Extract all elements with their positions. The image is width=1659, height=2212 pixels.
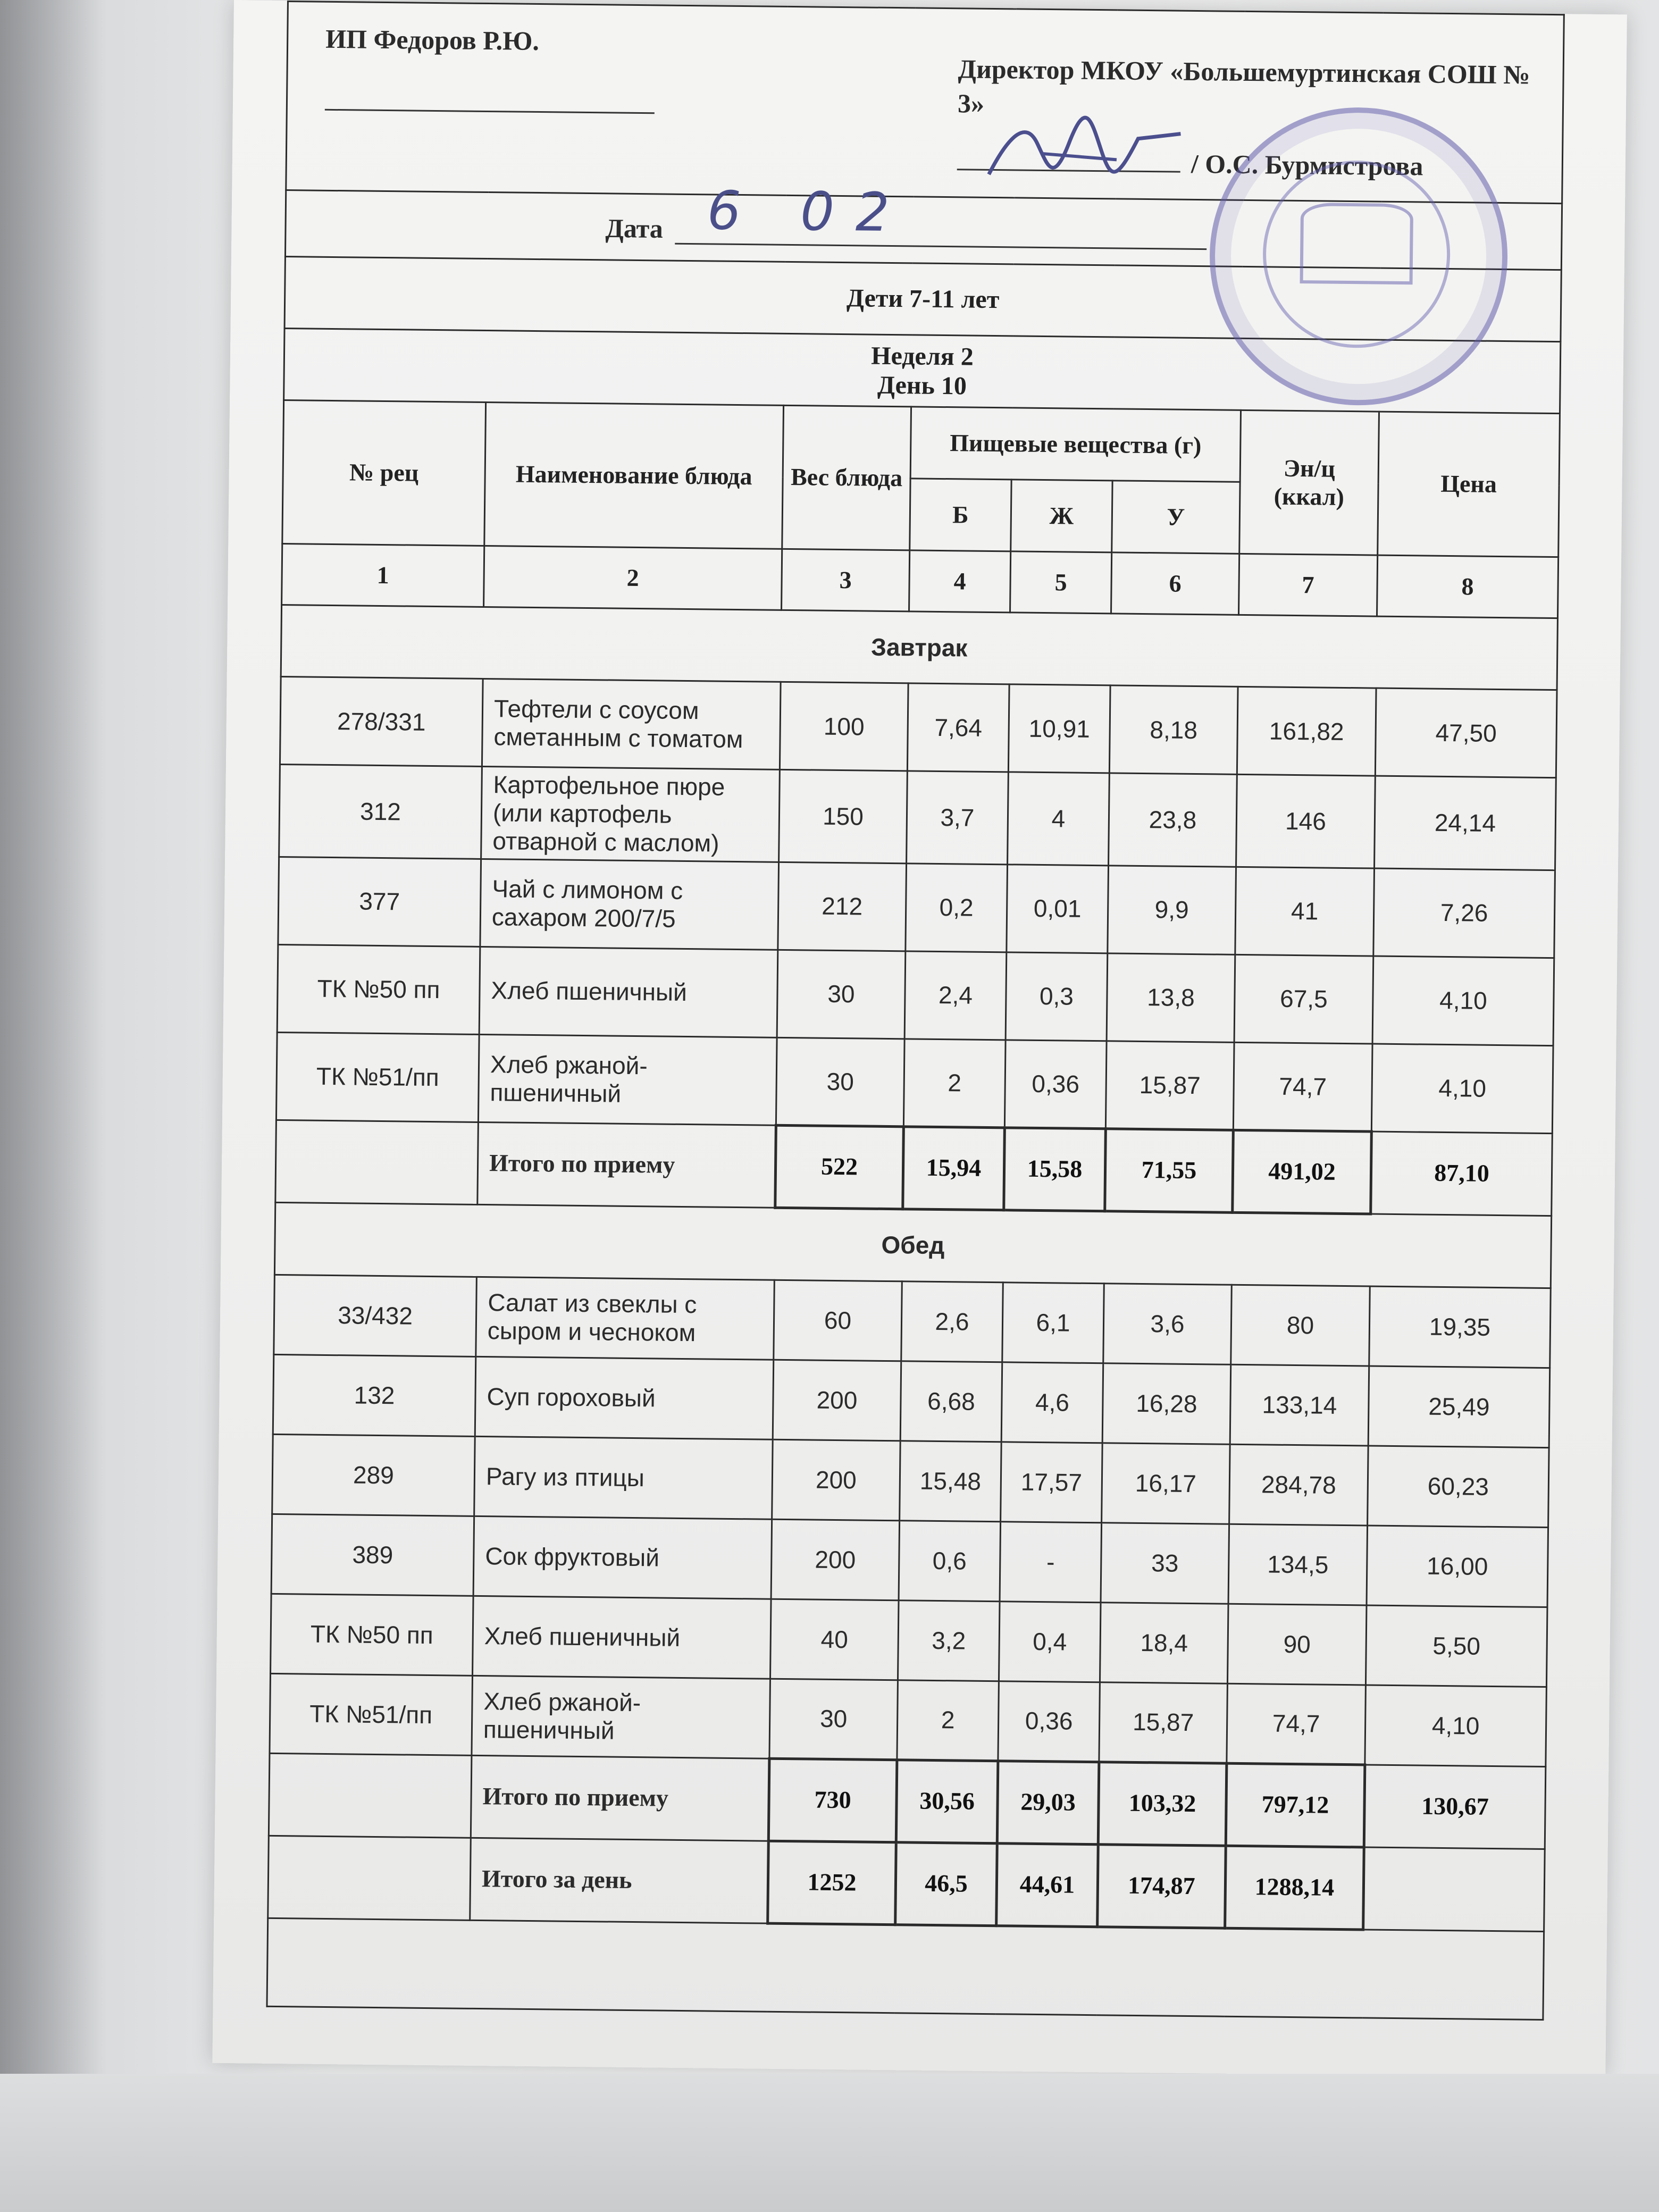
- date-field: [675, 179, 1207, 249]
- recipe-number: ТК №51/пп: [270, 1673, 473, 1755]
- recipe-number: 377: [278, 857, 481, 946]
- dish-weight: 200: [772, 1439, 901, 1521]
- energy-value: 74,7: [1227, 1683, 1366, 1765]
- protein-value: 0,6: [899, 1520, 1001, 1601]
- organization-signature-line: [325, 109, 655, 114]
- protein-value: 2,4: [904, 951, 1007, 1040]
- col-header-rec: № рец: [282, 400, 486, 546]
- col-header-carbs: У: [1112, 481, 1240, 554]
- energy-value: 161,82: [1237, 686, 1376, 776]
- dish-name: Хлеб ржаной-пшеничный: [472, 1675, 770, 1758]
- dish-weight: 100: [780, 682, 908, 771]
- dish-name: Хлеб пшеничный: [473, 1596, 772, 1679]
- background-surface: [0, 2074, 1659, 2212]
- fat-value: 17,57: [1001, 1442, 1103, 1522]
- fat-value: 4,6: [1001, 1362, 1103, 1443]
- protein-value: 0,2: [906, 864, 1008, 952]
- recipe-number: ТК №50 пп: [277, 944, 480, 1034]
- carbs-value: 16,17: [1102, 1443, 1230, 1524]
- column-number: 6: [1111, 552, 1239, 615]
- photo-edge-shadow: [0, 0, 106, 2074]
- fat-value: 10,91: [1008, 684, 1110, 773]
- day-label: День 10: [877, 371, 967, 400]
- total-zh: 44,61: [996, 1843, 1099, 1926]
- fat-value: 0,4: [999, 1601, 1101, 1682]
- price-value: 24,14: [1375, 776, 1556, 870]
- energy-value: 284,78: [1229, 1444, 1369, 1526]
- col-header-weight: Вес блюда: [782, 405, 911, 550]
- table-row: [271, 1594, 1547, 1687]
- dish-name: Рагу из птицы: [474, 1436, 773, 1519]
- total-weight: 1252: [768, 1841, 896, 1925]
- total-u: 103,32: [1098, 1762, 1227, 1846]
- dish-name: Хлеб пшеничный: [479, 946, 778, 1037]
- price-value: 47,50: [1375, 688, 1557, 778]
- carbs-value: 15,87: [1099, 1682, 1228, 1763]
- dish-weight: 40: [770, 1599, 899, 1680]
- carbs-value: 3,6: [1103, 1283, 1232, 1364]
- empty-cell: [268, 1836, 471, 1920]
- breakfast-section-title: Завтрак: [281, 605, 1557, 690]
- fat-value: 0,36: [998, 1681, 1100, 1762]
- price-value: 25,49: [1368, 1366, 1550, 1448]
- price-value: 19,35: [1369, 1286, 1551, 1368]
- protein-value: 2: [897, 1680, 999, 1761]
- dish-weight: 60: [774, 1280, 902, 1361]
- protein-value: 3,7: [907, 771, 1009, 865]
- total-b: 46,5: [895, 1842, 998, 1925]
- total-kcal: 1288,14: [1225, 1846, 1364, 1930]
- lunch-total-row: [269, 1753, 1545, 1849]
- carbs-value: 8,18: [1109, 685, 1238, 775]
- price-value: 16,00: [1367, 1526, 1548, 1607]
- total-zh: 15,58: [1004, 1127, 1106, 1211]
- dish-name: Сок фруктовый: [473, 1516, 772, 1599]
- table-row: [271, 1514, 1548, 1607]
- dish-name: Чай с лимоном с сахаром 200/7/5: [480, 859, 779, 950]
- total-zh: 29,03: [997, 1761, 1099, 1844]
- director-signature-line: [957, 169, 1180, 172]
- total-u: 71,55: [1105, 1128, 1234, 1212]
- energy-value: 90: [1227, 1604, 1367, 1685]
- total-weight: 522: [775, 1125, 904, 1209]
- total-label: Итого по приему: [471, 1755, 769, 1841]
- table-row: [278, 857, 1555, 958]
- dish-name: Тефтели с соусом сметанным с томатом: [482, 678, 781, 769]
- col-header-price: Цена: [1378, 412, 1560, 557]
- dish-weight: 212: [778, 862, 907, 951]
- protein-value: 2,6: [901, 1281, 1003, 1362]
- dish-name: Картофельное пюре (или картофель отварной с маслом): [481, 766, 780, 862]
- column-number: 1: [282, 544, 484, 607]
- price-value: 4,10: [1365, 1685, 1547, 1767]
- dish-weight: 30: [777, 950, 906, 1039]
- energy-value: 41: [1235, 867, 1375, 956]
- carbs-value: 33: [1101, 1522, 1229, 1604]
- total-price: 87,10: [1371, 1132, 1553, 1216]
- price-value: 7,26: [1373, 868, 1555, 958]
- total-b: 15,94: [903, 1126, 1005, 1210]
- protein-value: 6,68: [900, 1361, 1002, 1442]
- protein-value: 3,2: [898, 1600, 1000, 1681]
- total-price: 130,67: [1364, 1765, 1546, 1849]
- table-row: [274, 1275, 1551, 1368]
- table-row: [276, 1032, 1553, 1133]
- column-number: 5: [1010, 551, 1112, 614]
- table-row: [273, 1354, 1549, 1447]
- lunch-section-title: Обед: [274, 1202, 1551, 1288]
- total-weight: 730: [768, 1758, 897, 1842]
- fat-value: 0,01: [1007, 864, 1109, 953]
- dish-name: Хлеб ржаной-пшеничный: [478, 1034, 777, 1125]
- total-price: [1363, 1847, 1545, 1932]
- energy-value: 133,14: [1230, 1364, 1369, 1446]
- carbs-value: 23,8: [1109, 773, 1237, 867]
- fat-value: 0,36: [1004, 1040, 1107, 1128]
- table-row: [270, 1673, 1546, 1766]
- menu-document: [212, 0, 1627, 2077]
- breakfast-section-row: [281, 605, 1557, 690]
- breakfast-total-row: [275, 1120, 1552, 1216]
- empty-cell: [275, 1120, 479, 1204]
- dish-weight: 30: [776, 1037, 904, 1127]
- col-header-nutrients: Пищевые вещества (г): [910, 407, 1241, 482]
- age-group: Дети 7-11 лет: [284, 257, 1561, 342]
- fat-value: -: [1000, 1521, 1102, 1602]
- dish-weight: 200: [771, 1519, 900, 1601]
- total-label: Итого за день: [470, 1838, 769, 1923]
- col-header-fat: Ж: [1011, 480, 1112, 552]
- dish-name: Салат из свеклы с сыром и чесноком: [476, 1277, 775, 1360]
- recipe-number: 132: [273, 1354, 476, 1436]
- total-u: 174,87: [1097, 1844, 1226, 1928]
- fat-value: 0,3: [1006, 952, 1108, 1041]
- empty-footer-cell: [267, 1918, 1544, 2020]
- carbs-value: 15,87: [1105, 1041, 1234, 1130]
- protein-value: 2: [903, 1038, 1006, 1127]
- column-number: 8: [1377, 555, 1558, 618]
- lunch-section-row: [274, 1202, 1551, 1288]
- protein-value: 7,64: [907, 683, 1009, 772]
- carbs-value: 16,28: [1102, 1363, 1231, 1444]
- recipe-number: 278/331: [280, 676, 483, 766]
- energy-value: 134,5: [1228, 1524, 1368, 1605]
- empty-row: [267, 1918, 1544, 2020]
- carbs-value: 9,9: [1108, 865, 1236, 954]
- director-name: / О.С. Бурмистрова: [1191, 148, 1423, 181]
- director-title: Директор МКОУ «Большемуртинская СОШ № 3»: [957, 54, 1530, 119]
- carbs-value: 18,4: [1100, 1602, 1228, 1683]
- price-value: 60,23: [1368, 1446, 1549, 1528]
- energy-value: 146: [1236, 774, 1376, 868]
- table-row: [277, 944, 1554, 1045]
- energy-value: 67,5: [1234, 954, 1373, 1044]
- table-row: [280, 676, 1557, 777]
- week-day: [284, 329, 1561, 414]
- empty-cell: [269, 1753, 472, 1838]
- total-kcal: 491,02: [1233, 1130, 1372, 1214]
- fat-value: 6,1: [1002, 1282, 1104, 1363]
- price-value: 5,50: [1365, 1605, 1547, 1687]
- dish-name: Суп гороховый: [475, 1356, 774, 1439]
- recipe-number: ТК №51/пп: [276, 1032, 479, 1122]
- energy-value: 74,7: [1233, 1042, 1372, 1132]
- date-label: Дата: [605, 213, 664, 244]
- recipe-number: 312: [279, 764, 482, 859]
- col-header-energy: Эн/ц (ккал): [1239, 410, 1379, 555]
- table-row: [272, 1434, 1549, 1527]
- dish-weight: 30: [769, 1679, 898, 1760]
- total-kcal: 797,12: [1226, 1763, 1365, 1847]
- dish-weight: 150: [779, 769, 908, 863]
- fat-value: 4: [1008, 772, 1110, 866]
- col-header-name: Наименование блюда: [484, 403, 784, 549]
- recipe-number: 389: [271, 1514, 474, 1596]
- energy-value: 80: [1231, 1285, 1370, 1366]
- day-total-row: [268, 1836, 1545, 1931]
- recipe-number: ТК №50 пп: [271, 1594, 474, 1675]
- total-label: Итого по приему: [477, 1122, 776, 1208]
- table-row: [279, 764, 1556, 870]
- price-value: 4,10: [1372, 956, 1554, 1046]
- week-label: Неделя 2: [871, 341, 974, 371]
- col-header-protein: Б: [910, 479, 1011, 551]
- dish-weight: 200: [773, 1360, 901, 1441]
- column-number: 2: [484, 546, 782, 610]
- column-number: 7: [1238, 554, 1377, 616]
- recipe-number: 33/432: [274, 1275, 477, 1356]
- menu-table: [266, 1, 1564, 2021]
- protein-value: 15,48: [900, 1440, 1002, 1521]
- carbs-value: 13,8: [1107, 953, 1235, 1042]
- column-number: 4: [909, 550, 1011, 613]
- organization-name: ИП Федоров Р.Ю.: [325, 23, 540, 56]
- price-value: 4,10: [1371, 1044, 1553, 1134]
- date-handwritten-value: 6 02: [707, 179, 911, 244]
- recipe-number: 289: [272, 1434, 475, 1516]
- approval-header: [286, 2, 1564, 204]
- total-b: 30,56: [896, 1759, 998, 1843]
- column-number: 3: [782, 549, 910, 611]
- date-row: [285, 179, 1562, 270]
